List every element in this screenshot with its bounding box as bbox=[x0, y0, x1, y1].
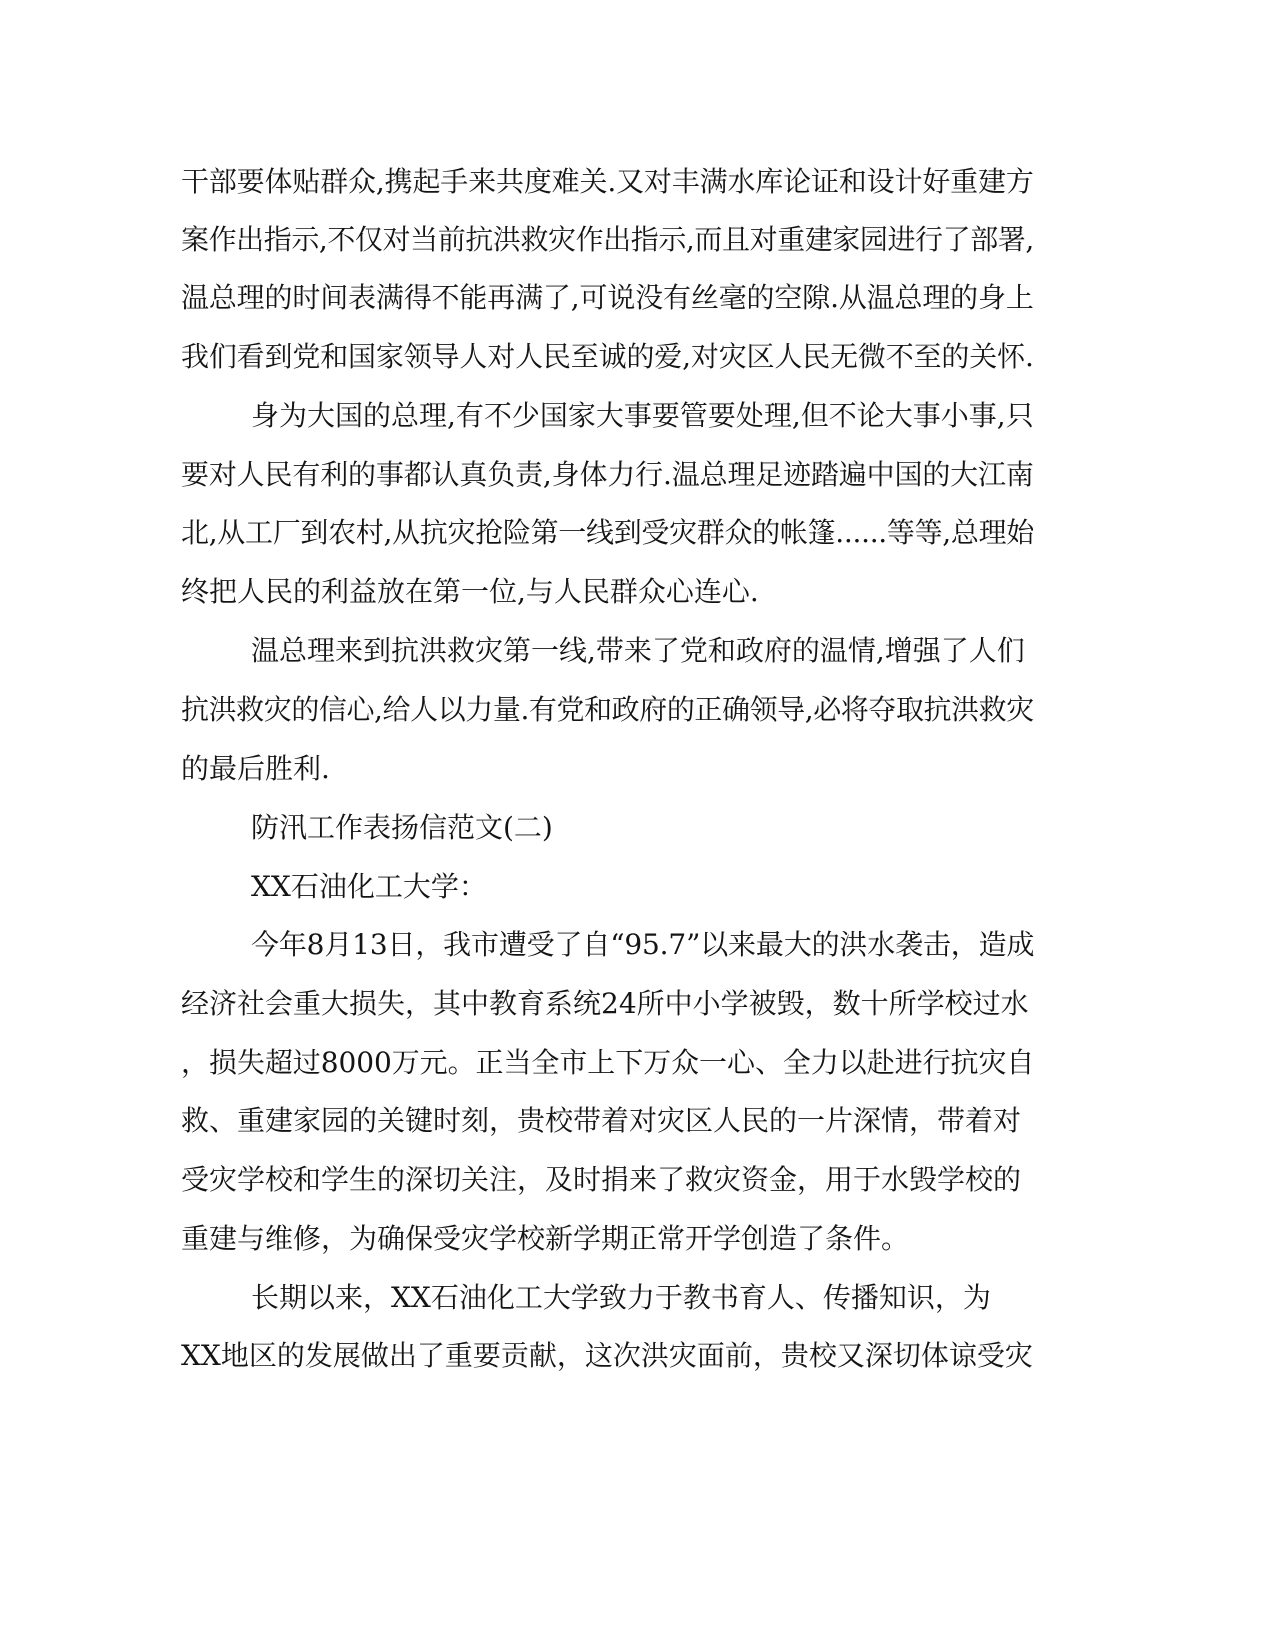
text-line: 温总理的时间表满得不能再满了,可说没有丝毫的空隙.从温总理的身上 bbox=[181, 281, 1034, 314]
text-line: 要对人民有利的事都认真负责,身体力行.温总理足迹踏遍中国的大江南 bbox=[181, 458, 1034, 491]
text-line: 我们看到党和国家领导人对人民至诚的爱,对灾区人民无微不至的关怀. bbox=[181, 340, 1034, 373]
text-line: 案作出指示,不仅对当前抗洪救灾作出指示,而且对重建家园进行了部署, bbox=[181, 223, 1034, 256]
text-line: 重建与维修，为确保受灾学校新学期正常开学创造了条件。 bbox=[181, 1222, 910, 1255]
letter-salutation: XX石油化工大学： bbox=[251, 870, 487, 903]
text-line: XX地区的发展做出了重要贡献，这次洪灾面前，贵校又深切体谅受灾 bbox=[181, 1339, 1033, 1372]
text-line: 身为大国的总理,有不少国家大事要管要处理,但不论大事小事,只 bbox=[251, 399, 1034, 432]
text-line: ，损失超过8000万元。正当全市上下万众一心、全力以赴进行抗灾自 bbox=[181, 1046, 1035, 1079]
text-line: 救、重建家园的关键时刻，贵校带着对灾区人民的一片深情，带着对 bbox=[181, 1104, 1022, 1137]
text-line: 的最后胜利. bbox=[181, 752, 330, 785]
text-line: 经济社会重大损失，其中教育系统24所中小学被毁，数十所学校过水 bbox=[181, 987, 1029, 1020]
text-line: 北,从工厂到农村,从抗灾抢险第一线到受灾群众的帐篷......等等,总理始 bbox=[181, 516, 1035, 549]
text-line: 干部要体贴群众,携起手来共度难关.又对丰满水库论证和设计好重建方 bbox=[181, 165, 1034, 198]
text-line: 受灾学校和学生的深切关注，及时捐来了救灾资金，用于水毁学校的 bbox=[181, 1163, 1022, 1196]
text-line: 长期以来，XX石油化工大学致力于教书育人、传播知识，为 bbox=[251, 1281, 991, 1314]
text-line: 今年8月13日，我市遭受了自“95.7”以来最大的洪水袭击，造成 bbox=[251, 928, 1035, 961]
text-line: 终把人民的利益放在第一位,与人民群众心连心. bbox=[181, 575, 759, 608]
text-line: 抗洪救灾的信心,给人以力量.有党和政府的正确领导,必将夺取抗洪救灾 bbox=[181, 693, 1034, 726]
text-line: 温总理来到抗洪救灾第一线,带来了党和政府的温情,增强了人们 bbox=[251, 634, 1025, 667]
section-heading: 防汛工作表扬信范文(二) bbox=[251, 811, 553, 844]
